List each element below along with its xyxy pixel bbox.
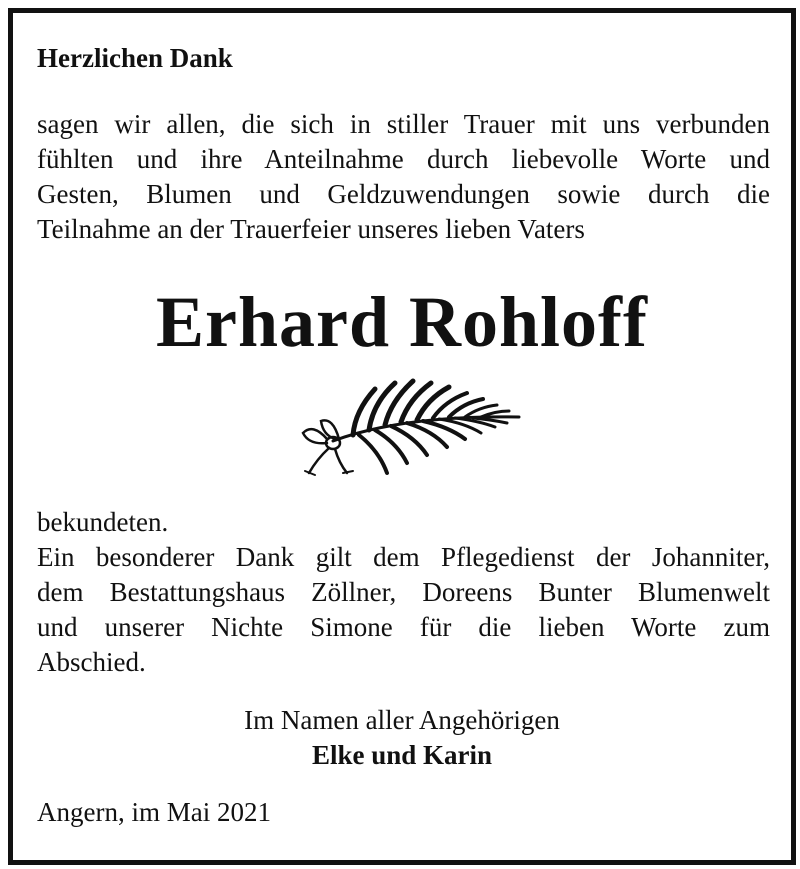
closing-line: dem Bestattungshaus Zöllner, Doreens Bunter Blumenwelt [37, 577, 770, 607]
notice-heading: Herzlichen Dank [37, 43, 233, 73]
closing-line: Ein besonderer Dank gilt dem Pflegedienst der Johanniter, [37, 542, 770, 572]
closing-paragraph [37, 505, 770, 680]
intro-line: Gesten, Blumen und Geldzuwendungen sowie durch die [37, 179, 770, 209]
signers: Elke und Karin [311, 740, 493, 770]
intro-line: fühlten und ihre Anteilnahme durch liebevolle Worte und [37, 144, 770, 174]
deceased-name: Erhard Rohloff [155, 282, 649, 362]
obituary-notice-frame [8, 8, 796, 865]
closing-line: bekundeten. [37, 507, 169, 537]
signature-line: Im Namen aller Angehörigen [244, 705, 560, 735]
place-date: Angern, im Mai 2021 [37, 797, 271, 827]
closing-line: Abschied. [37, 647, 146, 677]
fern-branch-with-bow-icon [283, 373, 523, 483]
intro-line: Teilnahme an der Trauerfeier unseres lieben Vaters [37, 214, 585, 244]
intro-line: sagen wir allen, die sich in stiller Trauer mit uns verbunden [37, 109, 770, 139]
closing-line: und unserer Nichte Simone für die lieben Worte zum [37, 612, 770, 642]
intro-paragraph [37, 107, 770, 247]
